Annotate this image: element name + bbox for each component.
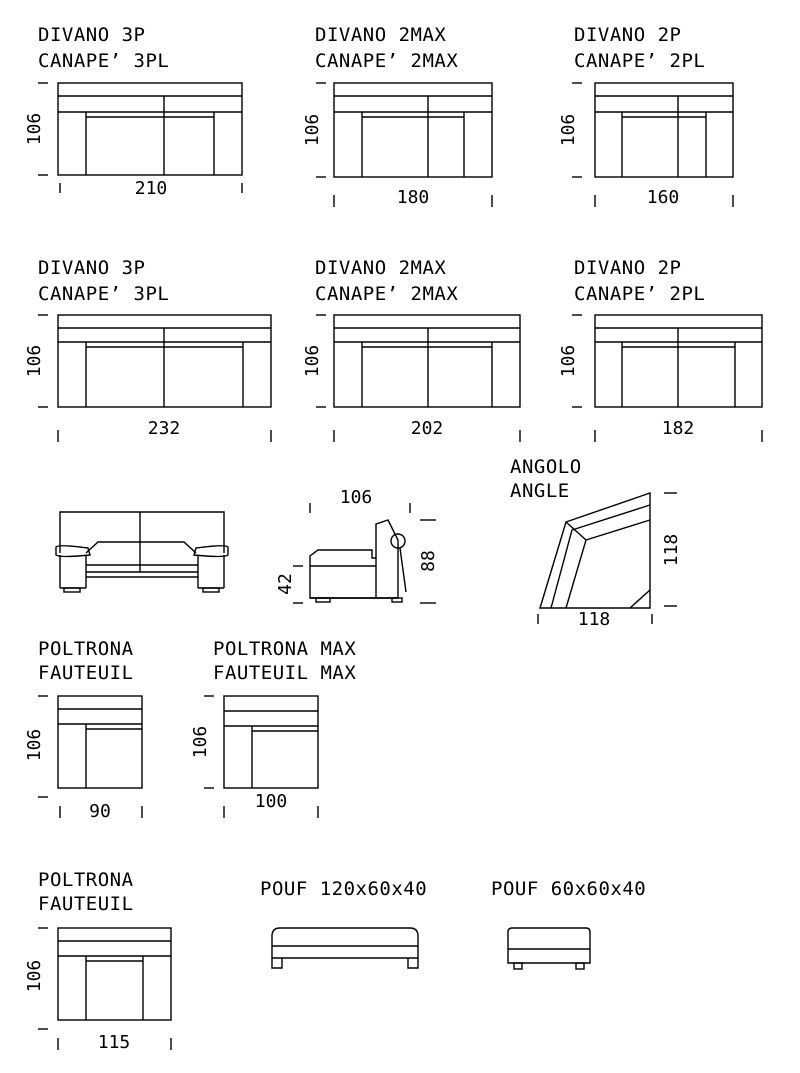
seat-height-dimension (275, 566, 303, 603)
product-name-fr: CANAPE’ 2MAX (315, 50, 459, 72)
depth-dimension (661, 493, 682, 606)
product-name-fr: FAUTEUIL (38, 662, 134, 684)
sofa-side-view (275, 487, 439, 603)
sofa-2max-202 (302, 257, 520, 442)
product-name-it: POLTRONA MAX (213, 638, 357, 660)
product-name-fr: FAUTEUIL (38, 893, 134, 915)
armchair-top-view (58, 696, 142, 788)
product-name: POUF 120x60x40 (260, 878, 428, 900)
sofa-3p-232 (24, 257, 271, 442)
height-value: 106 (558, 344, 579, 378)
product-name-it: DIVANO 2P (574, 24, 682, 46)
sofa-front-view (56, 512, 228, 592)
depth-value: 118 (661, 533, 682, 567)
width-dimension (334, 187, 492, 208)
sofa-top-view (58, 83, 242, 175)
width-dimension (334, 418, 520, 442)
corner-top-view (540, 493, 650, 608)
pouf-large (260, 878, 427, 968)
height-dimension (24, 696, 48, 797)
width-value: 210 (134, 178, 168, 199)
total-height-dimension (418, 520, 439, 603)
sofa-2p-182 (558, 257, 762, 442)
height-dimension (24, 83, 48, 175)
sofa-2max-180 (302, 24, 492, 208)
height-dimension (558, 315, 582, 407)
height-dimension (558, 83, 582, 177)
width-dimension (58, 418, 271, 442)
sofa-top-view (595, 315, 762, 407)
height-value: 106 (24, 112, 45, 146)
height-dimension (302, 315, 326, 407)
width-value: 100 (254, 791, 288, 812)
height-value: 106 (24, 344, 45, 378)
width-value: 180 (396, 187, 430, 208)
height-dimension (24, 315, 48, 407)
height-value: 106 (558, 113, 579, 147)
pouf-front-view (508, 928, 590, 969)
armchair-max-100 (190, 638, 356, 818)
sofa-3p-210 (24, 24, 242, 199)
height-dimension (302, 83, 326, 177)
sofa-top-view (595, 83, 733, 177)
armchair-115 (24, 869, 171, 1053)
pouf-front-view (272, 928, 418, 968)
product-name-it: DIVANO 2P (574, 257, 682, 279)
height-value: 106 (190, 725, 211, 759)
seat-height-value: 42 (275, 573, 296, 595)
width-dimension (60, 801, 142, 822)
height-value: 106 (302, 344, 323, 378)
width-dimension (595, 187, 733, 208)
product-name-it: ANGOLO (510, 456, 582, 478)
width-value: 182 (661, 418, 695, 439)
product-name: POUF 60x60x40 (491, 878, 647, 900)
width-dimension (538, 609, 652, 630)
armchair-90 (24, 638, 142, 822)
total-height-value: 88 (418, 550, 439, 572)
product-name-it: POLTRONA (38, 869, 134, 891)
armchair-top-view (224, 696, 318, 788)
sofa-top-view (334, 83, 492, 177)
armchair-top-view (58, 928, 171, 1020)
product-name-it: POLTRONA (38, 638, 134, 660)
width-dimension (224, 791, 318, 818)
width-dimension (58, 1032, 171, 1053)
depth-dimension (310, 487, 410, 513)
width-value: 160 (646, 187, 680, 208)
sofa-2p-160 (558, 24, 733, 208)
product-name-fr: FAUTEUIL MAX (213, 662, 357, 684)
width-value: 90 (89, 801, 111, 822)
product-name-it: DIVANO 2MAX (315, 24, 447, 46)
sofa-top-view (334, 315, 520, 407)
product-name-fr: CANAPE’ 3PL (38, 283, 170, 305)
height-dimension (190, 696, 214, 788)
product-name-it: DIVANO 3P (38, 24, 146, 46)
product-name-fr: CANAPE’ 3PL (38, 50, 170, 72)
height-dimension (24, 928, 48, 1029)
product-name-fr: CANAPE’ 2PL (574, 50, 706, 72)
width-value: 115 (97, 1032, 131, 1053)
corner-unit (510, 456, 682, 630)
product-name-it: DIVANO 2MAX (315, 257, 447, 279)
depth-value: 106 (339, 487, 373, 508)
width-dimension (60, 178, 242, 199)
height-value: 106 (24, 728, 45, 762)
product-name-it: DIVANO 3P (38, 257, 146, 279)
width-value: 118 (577, 609, 611, 630)
height-value: 106 (302, 113, 323, 147)
product-name-fr: ANGLE (510, 480, 570, 502)
width-value: 232 (147, 418, 181, 439)
product-name-fr: CANAPE’ 2PL (574, 283, 706, 305)
pouf-small (491, 878, 646, 969)
product-name-fr: CANAPE’ 2MAX (315, 283, 459, 305)
height-value: 106 (24, 959, 45, 993)
width-value: 202 (410, 418, 444, 439)
width-dimension (595, 418, 762, 442)
sofa-top-view (58, 315, 271, 407)
